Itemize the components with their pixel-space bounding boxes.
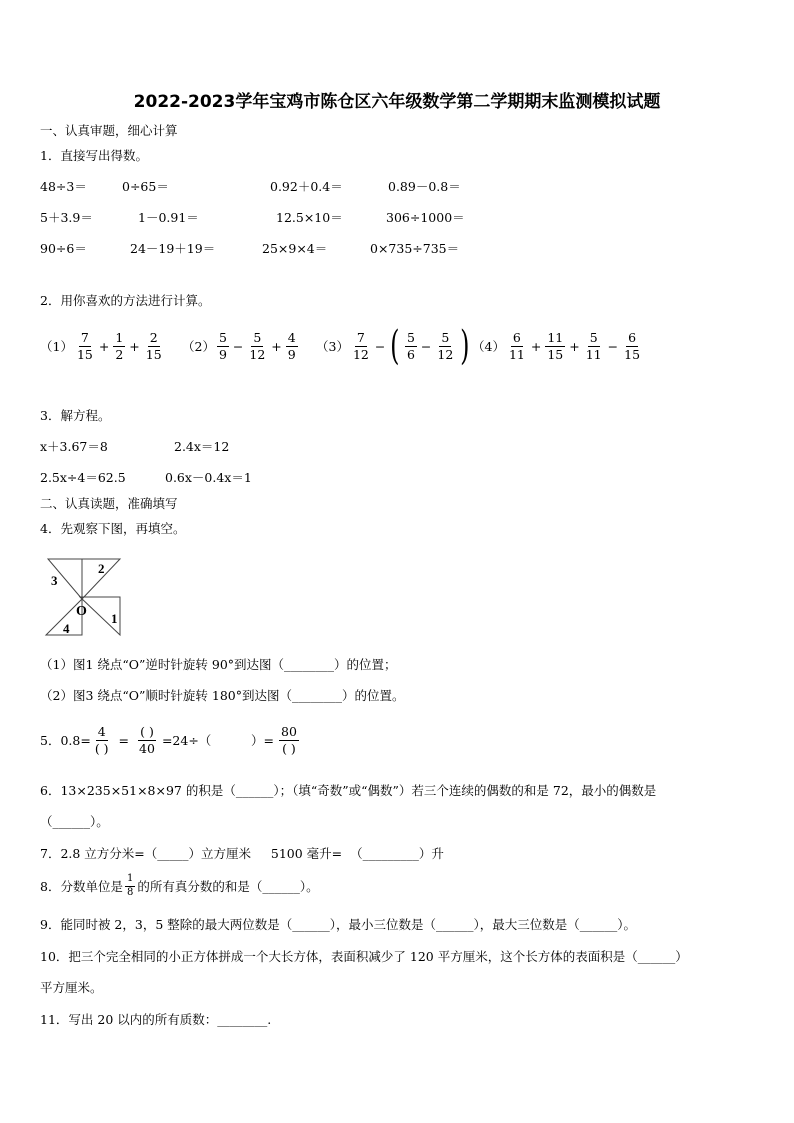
- q1-item: 90÷6＝: [40, 241, 87, 256]
- fraction: $\frac{5}{11}$: [585, 330, 602, 362]
- q6-line-1: 6．13×235×51×8×97 的积是（______）；（填“奇数”或“偶数”）若三个连续的偶数的和是 72，最小的偶数是: [40, 783, 657, 798]
- q1-item: 48÷3＝: [40, 179, 87, 194]
- fraction: $\frac{5}{6}$: [406, 330, 415, 362]
- q8: [40, 870, 319, 902]
- q10-line-1: 10．把三个完全相同的小正方体拼成一个大长方体，表面积减少了 120 平方厘米，这个长方体的表面积是（______）: [40, 949, 688, 964]
- figure-label-1: 1: [111, 611, 118, 626]
- equation: 0.6x－0.4x＝1: [165, 470, 252, 485]
- fraction: $\frac{5}{12}$: [249, 330, 266, 362]
- q1-item: 0×735÷735＝: [370, 241, 460, 256]
- fraction: $\frac{11}{15}$: [547, 330, 564, 362]
- fraction: $\frac{5}{9}$: [218, 330, 227, 362]
- fraction: $\frac{6}{11}$: [508, 330, 525, 362]
- section-1-heading: 一、认真审题，细心计算: [40, 123, 178, 138]
- figure-label-4: 4: [63, 621, 70, 636]
- q1-item: 0.92＋0.4＝: [270, 179, 343, 194]
- q6-line-2: （______）。: [40, 814, 109, 829]
- q1-item: 0.89－0.8＝: [388, 179, 461, 194]
- q1-item: 12.5×10＝: [276, 210, 343, 225]
- q7: 7．2.8 立方分米=（_____）立方厘米 5100 毫升= （_________）升: [40, 846, 444, 861]
- q1-item: 5＋3.9＝: [40, 210, 93, 225]
- left-paren: (: [390, 323, 400, 369]
- q1-item: 24－19＋19＝: [130, 241, 216, 256]
- q4-sub-2: （2）图3 绕点“O”顺时针旋转 180°到达图（________）的位置。: [40, 688, 405, 703]
- figure-label-2: 2: [98, 561, 105, 576]
- page-title: 2022-2023学年宝鸡市陈仓区六年级数学第二学期期末监测模拟试题: [133, 92, 661, 112]
- fraction: $\frac{1}{8}$: [126, 873, 134, 898]
- q2-tag: （3）: [316, 339, 349, 354]
- q4-label: 4．先观察下图，再填空。: [40, 521, 186, 536]
- figure-label-3: 3: [51, 573, 58, 588]
- fraction: $\frac{1}{2}$: [115, 330, 124, 362]
- fraction: $\frac{( )}{40}$: [139, 724, 155, 756]
- fraction: $\frac{7}{15}$: [76, 330, 93, 362]
- q4-sub-1: （1）图1 绕点“O”逆时针旋转 90°到达图（________）的位置；: [40, 657, 397, 672]
- right-paren: ): [460, 323, 470, 369]
- fraction: $\frac{4}{9}$: [287, 330, 296, 362]
- fraction: $\frac{5}{12}$: [437, 330, 454, 362]
- figure-center-o: O: [76, 604, 87, 619]
- equation: x＋3.67＝8: [40, 439, 108, 454]
- q2-expression-4: （4） $\frac{6}{11}$ + $\frac{11}{15}$ + $\frac{5}{11}$ − $\frac{6}{15}$: [472, 330, 641, 362]
- q1-item: 306÷1000＝: [386, 210, 465, 225]
- q1-item: 25×9×4＝: [262, 241, 328, 256]
- q8-prefix: 8．分数单位是: [40, 879, 123, 894]
- fraction: $\frac{6}{15}$: [624, 330, 641, 362]
- equation: 2.4x＝12: [174, 439, 230, 454]
- q2-expression-1: （1） $\frac{7}{15}$ + $\frac{1}{2}$ + $\frac{2}{15}$: [40, 330, 162, 362]
- fraction: $\frac{7}{12}$: [352, 330, 369, 362]
- fraction: $\frac{80}{( )}$: [281, 724, 297, 756]
- fraction: $\frac{4}{( )}$: [94, 724, 109, 756]
- q5-middle: =24÷（ ）=: [161, 733, 274, 748]
- q9: 9．能同时被 2，3，5 整除的最大两位数是（______），最小三位数是（______），最大三位数是（______）。: [40, 917, 637, 932]
- q2-label: 2．用你喜欢的方法进行计算。: [40, 293, 211, 308]
- fraction: $\frac{2}{15}$: [145, 330, 162, 362]
- q2-tag: （2）: [182, 339, 215, 354]
- q2-expression-3: （3） $\frac{7}{12}$ − ( $\frac{5}{6}$ − $\frac{5}{12}$ ): [316, 323, 470, 369]
- q2-tag: （1）: [40, 339, 73, 354]
- q5-prefix: 5．0.8=: [40, 733, 91, 748]
- q11: 11．写出 20 以内的所有质数：________.: [40, 1012, 272, 1027]
- q5: 5．0.8= $\frac{4}{( )}$ = $\frac{( )}{40}$ =24÷（ ）= $\frac{80}{( )}$: [40, 724, 297, 756]
- equation: 2.5x÷4＝62.5: [40, 470, 126, 485]
- q1-item: 1－0.91＝: [138, 210, 199, 225]
- pinwheel-figure: [44, 555, 124, 637]
- q8-suffix: 的所有真分数的和是（______）。: [137, 879, 319, 894]
- q2-expression-2: （2） $\frac{5}{9}$ − $\frac{5}{12}$ + $\frac{4}{9}$: [182, 330, 296, 362]
- q1-item: 0÷65＝: [122, 179, 169, 194]
- q2-tag: （4）: [472, 339, 505, 354]
- q1-label: 1．直接写出得数。: [40, 148, 148, 163]
- section-2-heading: 二、认真读题，准确填写: [40, 496, 178, 511]
- q3-label: 3．解方程。: [40, 408, 111, 423]
- q10-line-2: 平方厘米。: [40, 980, 103, 995]
